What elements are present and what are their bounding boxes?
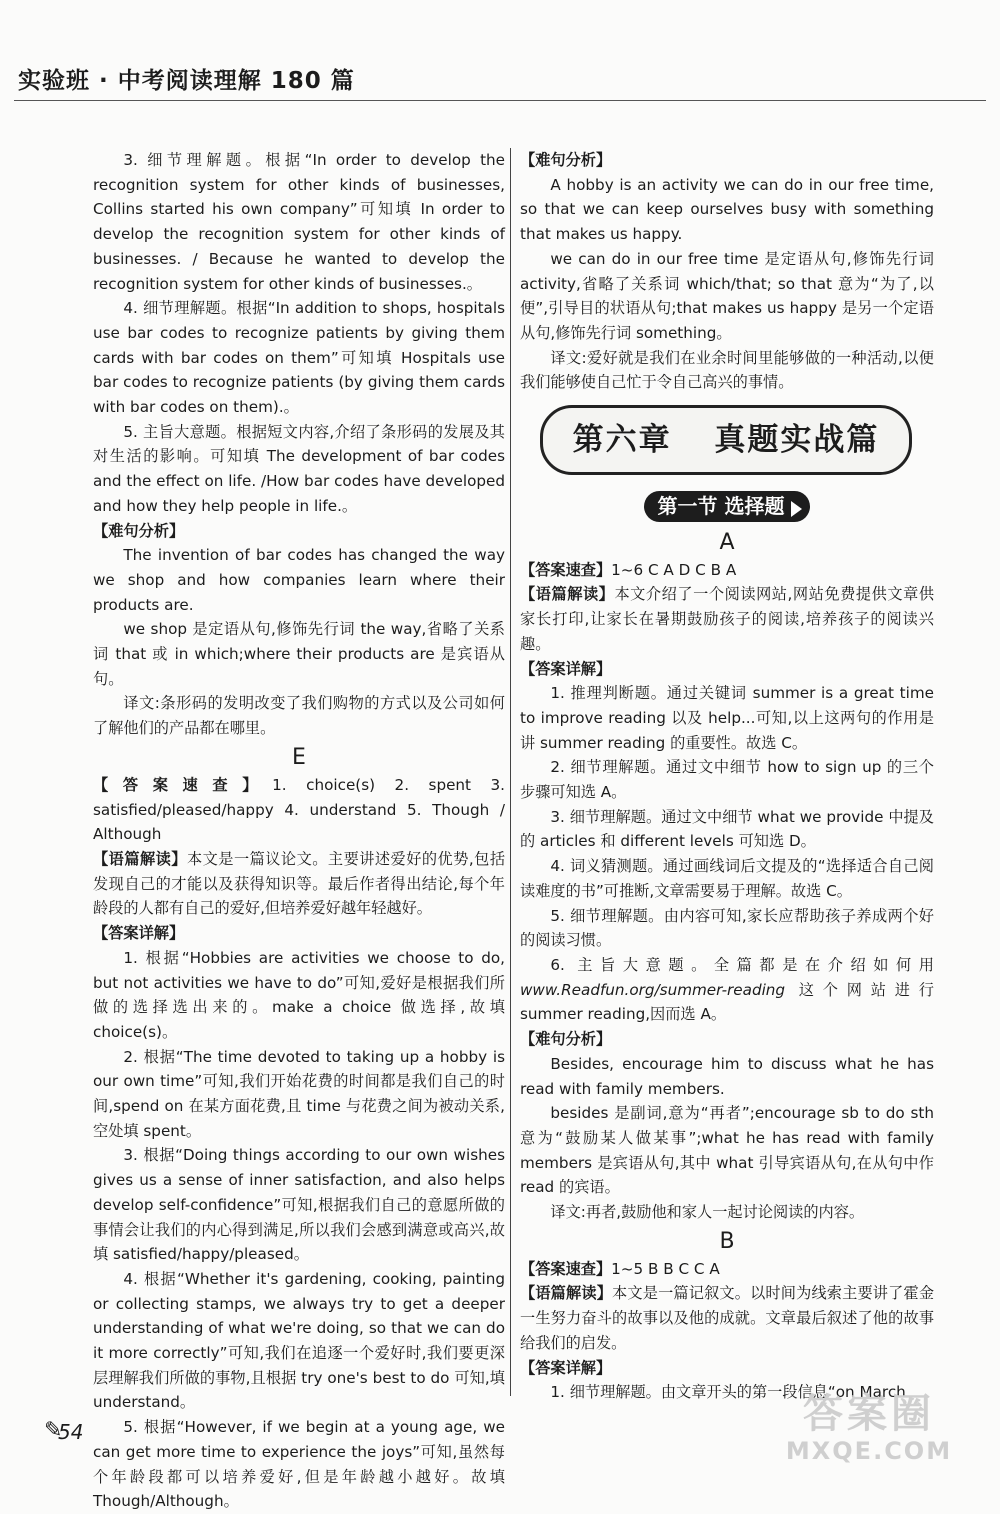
answer-text: 这个网站进行 summer reading,因而选 A。 [520,980,934,1024]
section-letter-b: B [719,1228,735,1254]
quick-answers [520,558,934,583]
hard-sentence-translation: 译文:再者,鼓励他和家人一起讨论阅读的内容。 [550,1203,865,1222]
passage-reading [520,582,934,656]
answer-paragraph: 2. 细节理解题。通过文中细节 how to sign up 的三个步骤可知选 A。 [520,758,934,802]
answer-paragraph: 1. 细节理解题。由文章开头的第一段信息“on March [550,1383,906,1402]
answer-paragraph: 4. 根据“Whether it's gardening, cooking, painting or collecting stamps, we always try to get a deeper understanding of what we're doing, so that we can do it more correctly”可知,我们在追逐一个爱好时,我们要更深层理解我们所做的事物,且根据 try one's best to do 可知,填 understand。 [93,1269,505,1412]
hard-sentence-text: A hobby is an activity we can do in our free time, so that we can keep ourselves busy with something that makes us happy. [520,175,934,244]
answer-paragraph: 3. 细节理解题。通过文中细节 what we provide 中提及的 articles 和 different levels 可知选 D。 [520,807,934,851]
hard-sentence-translation: 译文:条形码的发明改变了我们购物的方式以及公司如何了解他们的产品都在哪里。 [93,694,505,738]
page-number: 54 [58,1420,84,1444]
quick-answers-text: 1. choice(s) 2. spent 3. satisfied/pleased/happy 4. understand 5. Though / Although [93,775,505,844]
chapter-banner [540,405,912,475]
answer-paragraph [520,953,934,1027]
passage-reading-text: 本文是一篇议论文。主要讲述爱好的优势,包括发现自己的才能以及获得知识等。最后作者得出结论,每个年龄段的人都有自己的爱好,但培养爱好越年轻越好。 [93,849,506,918]
quick-answers-text: 1~5 B B C C A [611,1259,720,1278]
hard-sentence-label: 【难句分析】 [93,521,185,540]
section-letter-e: E [292,744,306,770]
passage-reading [93,847,505,921]
passage-reading [520,1281,934,1355]
watermark-url: MXQE.COM [785,1437,953,1465]
answer-paragraph: 5. 细节理解题。由内容可知,家长应帮助孩子养成两个好的阅读习惯。 [520,906,934,950]
answer-paragraph: 1. 推理判断题。通过关键词 summer is a great time to improve reading 以及 help...可知,以上这两句的作用是讲 summer reading 的重要性。故选 C。 [520,684,934,752]
hard-sentence-text: The invention of bar codes has changed the way we shop and how companies learn where their products are. [93,546,505,614]
answer-text: 6. 主旨大意题。全篇都是在介绍如何用 [550,955,934,974]
page-header: 实验班 · 中考阅读理解 180 篇 [18,68,355,94]
answer-paragraph: 3. 根据“Doing things according to our own wishes gives us a sense of inner satisfaction, and also helps develop self-confidence”可知,根据我们自己的意愿所做的事情会让我们的内心得到满足,所以我们会感到满意或高兴,故填 satisfied/happy/pleased。 [93,1146,505,1264]
section-letter-a: A [719,529,735,555]
chapter-title: 第六章 真题实战篇 [572,421,880,458]
passage-reading-text: 本文介绍了一个阅读网站,网站免费提供文章供家长打印,让家长在暑期鼓励孩子的阅读,培养孩子的阅读兴趣。 [520,585,935,653]
hard-sentence-analysis: we shop 是定语从句,修饰先行词 the way,省略了关系词 that 或 in which;where their products are 是宾语从句。 [93,620,505,688]
hard-sentence-translation: 译文:爱好就是我们在业余时间里能够做的一种活动,以便我们能够使自己忙于令自己高兴的事情。 [520,348,934,392]
column-divider [510,148,511,1396]
hard-sentence-label: 【难句分析】 [520,1030,612,1049]
quick-answers-text: 1~6 C A D C B A [611,560,737,579]
passage-reading-label: 【语篇解读】 [520,1284,613,1303]
quick-answers-label: 【答案速查】 [520,1259,612,1278]
answer-paragraph: 1. 根据“Hobbies are activities we choose to do, but not activities we have to do”可知,爱好是根据我们所做的选择选出来的。make a choice 做选择,故填 choice(s)。 [93,948,505,1041]
hard-sentence-text: Besides, encourage him to discuss what he has read with family members. [520,1054,934,1098]
answer-paragraph: 5. 主旨大意题。根据短文内容,介绍了条形码的发展及其对生活的影响。可知填 The development of bar codes and the effect on life. /How bar codes have developed and how they help people in life.。 [93,422,505,515]
passage-reading-text: 本文是一篇记叙文。以时间为线索主要讲了霍金一生努力奋斗的故事以及他的成就。文章最后叙述了他的故事给我们的启发。 [520,1284,935,1352]
watermark-title: 答案圈 [803,1391,935,1437]
quick-answers-label: 【答案速查】 [520,560,612,579]
detailed-answers-label: 【答案详解】 [93,924,185,943]
quick-answers [93,773,505,847]
section-title: 第一节 选择题 [644,491,811,522]
detailed-answers-label: 【答案详解】 [520,659,612,678]
answer-paragraph: 5. 根据“However, if we begin at a young age, we can get more time to experience the joys”可知,虽然每个年龄段都可以培养爱好,但是年龄越小越好。故填 Though/Although。 [93,1418,505,1511]
answer-paragraph: 2. 根据“The time devoted to taking up a hobby is our own time”可知,我们开始花费的时间都是我们自己的时间,spend on 在某方面花费,且 time 与花费之间为被动关系,空处填 spent。 [93,1047,505,1140]
quick-answers [520,1257,934,1282]
watermark-logo [774,1391,964,1465]
hard-sentence-analysis: we can do in our free time 是定语从句,修饰先行词 activity,省略了关系词 which/that; so that 意为“为了,以便”,引导目的状语从句;that makes us happy 是另一个定语从句,修饰先行词 something。 [520,249,934,342]
answer-paragraph: 4. 细节理解题。根据“In addition to shops, hospitals use bar codes to recognize patients by giving them cards with bar codes on them”可知填 Hospitals use bar codes to recognize patients (by giving them cards with bar codes on them).。 [93,299,505,417]
section-banner [520,491,934,522]
hard-sentence-analysis: besides 是副词,意为“再者”;encourage sb to do sth 意为“鼓励某人做某事”;what he has read with family members 是宾语从句,其中 what 引导宾语从句,在从句中作 read 的宾语。 [520,1104,934,1197]
hard-sentence-label: 【难句分析】 [520,151,612,169]
left-column [93,148,505,1514]
passage-reading-label: 【语篇解读】 [520,585,615,604]
header-rule [14,100,986,101]
quick-answers-label: 【答案速查】 [93,775,273,794]
answer-paragraph: 3. 细节理解题。根据“In order to develop the recognition system for other kinds of businesses, Collins started his own company”可知填 In order to develop the recognition system for other kinds of businesses. / Because he wanted to develop the recognition system for other kinds of businesses.。 [93,151,505,293]
answer-paragraph: 4. 词义猜测题。通过画线词后文提及的“选择适合自己阅读难度的书”可推断,文章需要易于理解。故选 C。 [520,857,934,900]
detailed-answers-label: 【答案详解】 [520,1358,612,1377]
pen-icon: ✎ [44,1418,63,1443]
website-url: www.Readfun.org/summer-reading [520,980,786,999]
right-column [520,148,934,1405]
passage-reading-label: 【语篇解读】 [93,849,187,868]
